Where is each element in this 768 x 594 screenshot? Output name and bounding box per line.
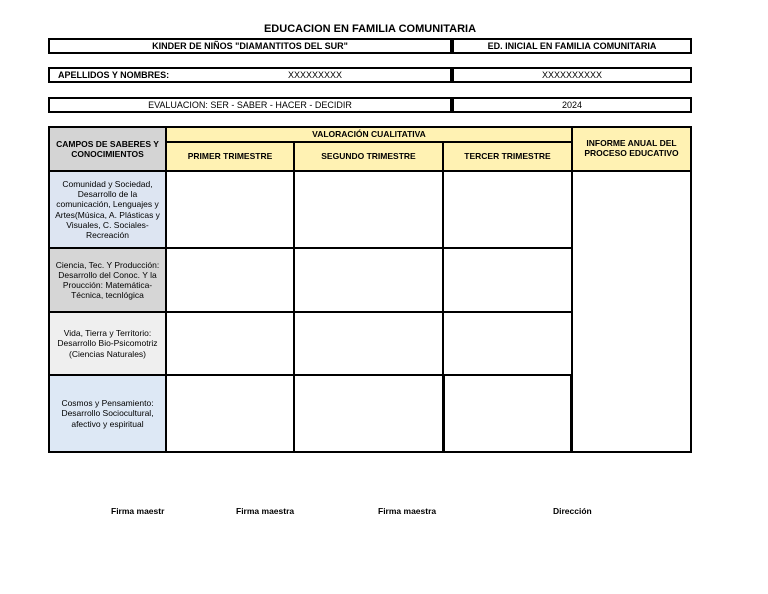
- document-title: EDUCACION EN FAMILIA COMUNITARIA: [263, 23, 477, 35]
- signature-teacher-1: Firma maestr: [111, 506, 165, 516]
- program-name: ED. INICIAL EN FAMILIA COMUNITARIA: [452, 38, 692, 54]
- campos-header: CAMPOS DE SABERES Y CONOCIMIENTOS: [48, 126, 166, 171]
- grade-cell-r3-t1[interactable]: [166, 312, 294, 375]
- school-name: KINDER DE NIÑOS "DIAMANTITOS DEL SUR": [48, 38, 452, 54]
- names-label-box: [48, 67, 452, 83]
- grade-cell-r3-t3[interactable]: [443, 312, 572, 375]
- signature-direction: Dirección: [553, 506, 592, 516]
- grade-cell-r1-t1[interactable]: [166, 171, 294, 248]
- grade-cell-r2-t1[interactable]: [166, 248, 294, 312]
- grade-cell-r4-t2[interactable]: [294, 375, 443, 453]
- campo-comunidad-sociedad: Comunidad y Sociedad, Desarrollo de la comunicación, Lenguajes y Artes(Música, A. Plásticas y Visuales, C. Sociales-Recreación: [48, 171, 166, 248]
- signature-teacher-3: Firma maestra: [378, 506, 437, 516]
- informe-header: INFORME ANUAL DEL PROCESO EDUCATIVO: [572, 126, 692, 171]
- grade-cell-r2-t2[interactable]: [294, 248, 443, 312]
- grade-cell-r1-t2[interactable]: [294, 171, 443, 248]
- grade-cell-r1-t3[interactable]: [443, 171, 572, 248]
- trimestre-header-2: SEGUNDO TRIMESTRE: [294, 142, 443, 171]
- names-value: XXXXXXXXX: [288, 70, 343, 80]
- grade-cell-r4-t3[interactable]: [443, 375, 572, 453]
- campo-ciencia-tecnologia: Ciencia, Tec. Y Producción: Desarrollo del Conoc. Y la Proucción: Matemática-Técnica, tecnlógica: [48, 248, 166, 312]
- grade-cell-r2-t3[interactable]: [443, 248, 572, 312]
- campo-cosmos-pensamiento: Cosmos y Pensamiento: Desarrollo Sociocultural, afectivo y espiritual: [48, 375, 166, 453]
- trimestre-header-3: TERCER TRIMESTRE: [443, 142, 572, 171]
- campo-vida-tierra: Vida, Tierra y Territorio: Desarrollo Bio-Psicomotriz (Ciencias Naturales): [48, 312, 166, 375]
- names-value-right: XXXXXXXXXX: [452, 67, 692, 83]
- grade-cell-r4-t1[interactable]: [166, 375, 294, 453]
- valoracion-header: VALORACIÓN CUALITATIVA: [166, 126, 572, 142]
- year: 2024: [452, 97, 692, 113]
- evaluation-label: EVALUACION: SER - SABER - HACER - DECIDIR: [48, 97, 452, 113]
- trimestre-header-1: PRIMER TRIMESTRE: [166, 142, 294, 171]
- informe-anual-cell[interactable]: [572, 171, 692, 453]
- grade-cell-r3-t2[interactable]: [294, 312, 443, 375]
- signature-teacher-2: Firma maestra: [236, 506, 295, 516]
- names-label: APELLIDOS Y NOMBRES:: [58, 70, 170, 80]
